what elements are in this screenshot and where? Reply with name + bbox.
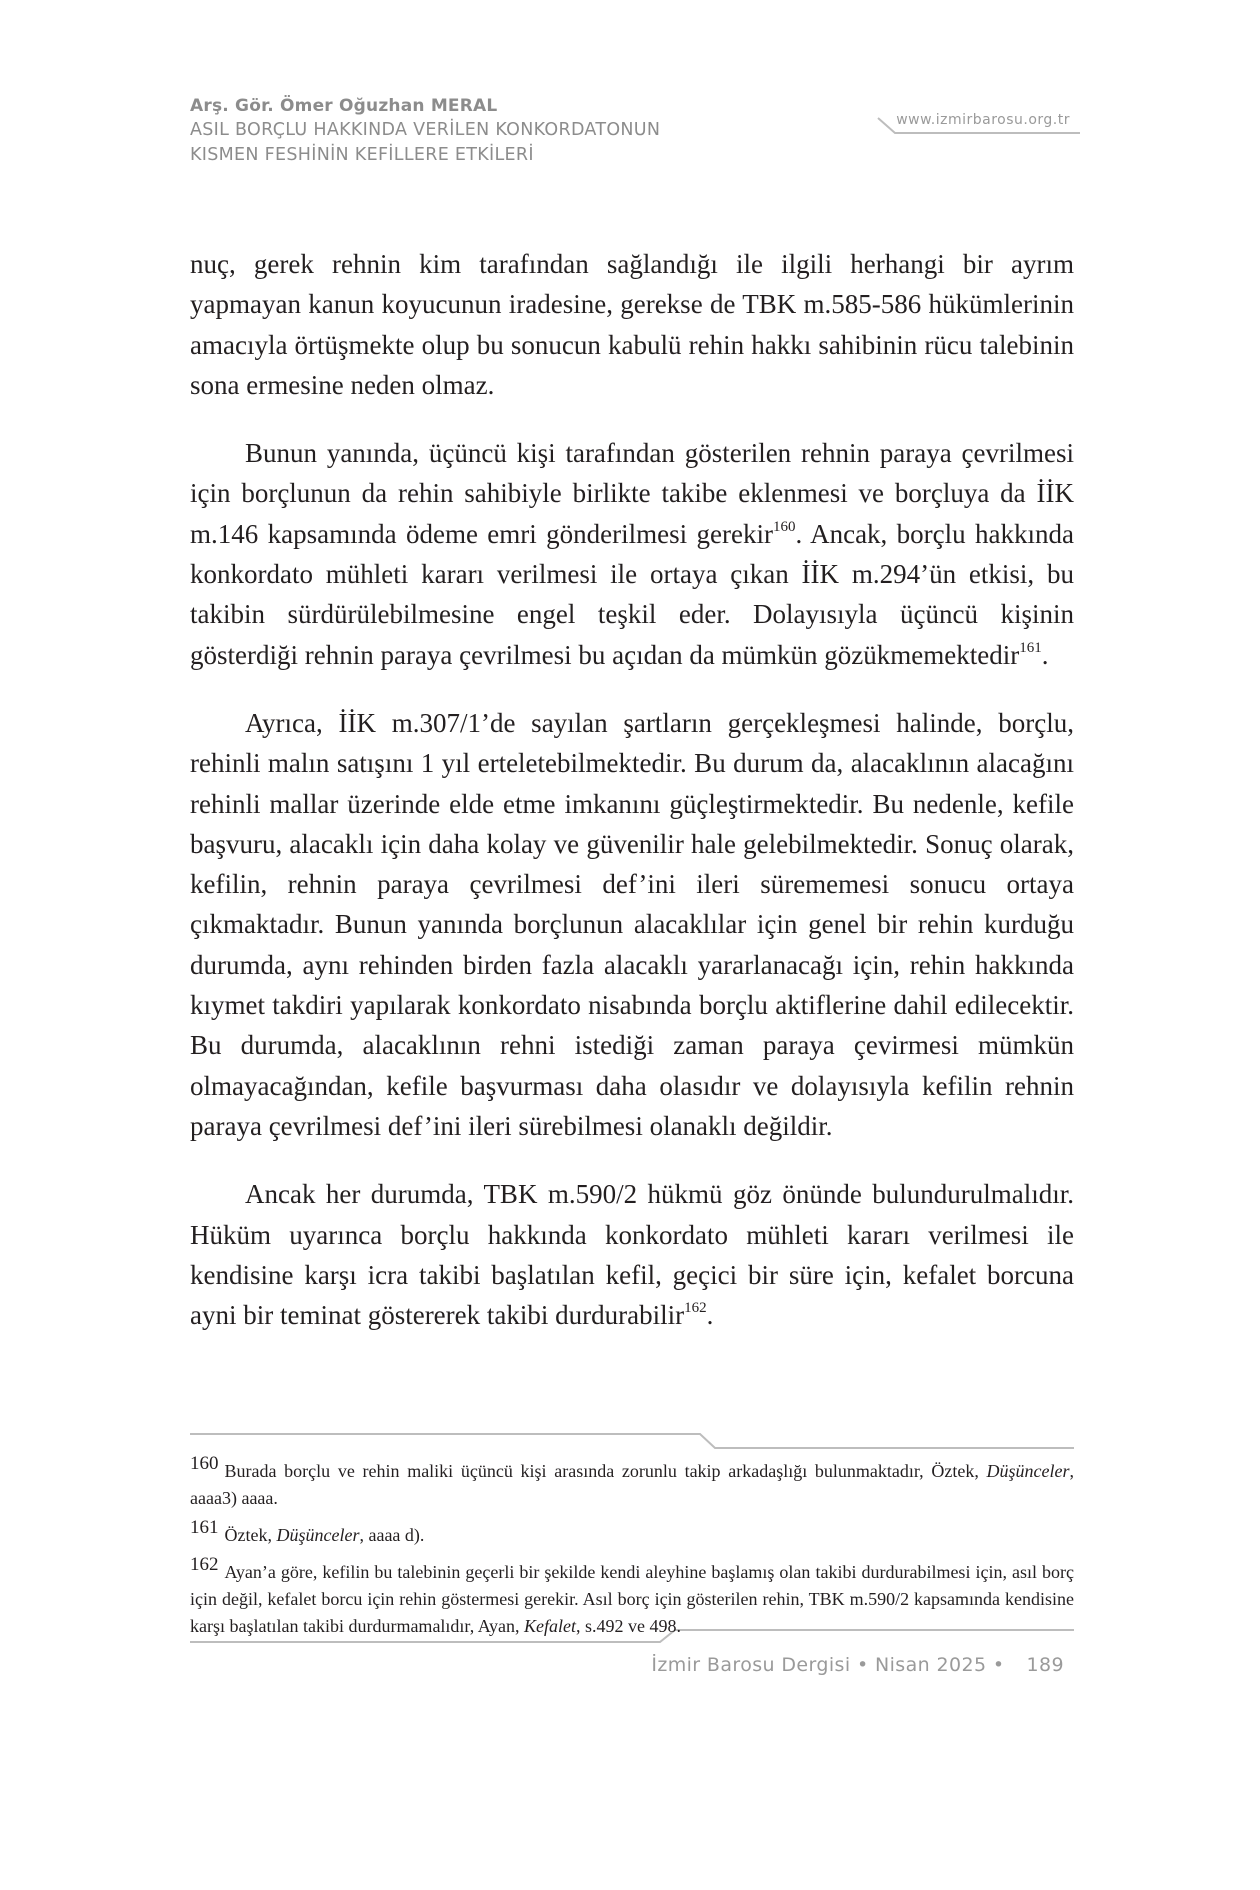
footnote-text: Öztek, (224, 1525, 277, 1545)
paragraph-2-part-b: . Ancak, borçlu hakkında konkordato mühleti kararı verilmesi ile ortaya çıkan İİK m.294’ün etkisi, bu takibin sürdürülebilmesine engel teşkil eder. Dolayısıyla üçüncü kişinin gösterdiği rehnin paraya çevrilmesi bu açıdan da mümkün gözükmemektedir (190, 518, 1074, 670)
footnote-text: Ayan’a göre, kefilin bu talebinin geçerli bir şekilde kendi aleyhine başlamış olan takibi durdurabilmesi için, asıl borç için değil, kefalet borcu için rehin göstermesi gerekir. Asıl borç için gösterilen rehin, TBK m.590/2 kapsamında kendisine karşı başlatılan takibi durdurmamalıdır, Ayan, (190, 1562, 1074, 1636)
footnote-number: 162 (190, 1554, 219, 1575)
footnote-text: Burada borçlu ve rehin maliki üçüncü kişi arasında zorunlu takip arkadaşlığı bulunmaktadır, Öztek, (224, 1461, 987, 1481)
author-name: Arş. Gör. Ömer Oğuzhan MERAL (190, 96, 498, 116)
footnote-italic: Kefalet (524, 1616, 577, 1636)
paragraph-3: Ayrıca, İİK m.307/1’de sayılan şartların gerçekleşmesi halinde, borçlu, rehinli malın satışını 1 yıl erteletebilmektedir. Bu durum da, alacaklının alacağını rehinli mallar üzerinde elde etme imkanını güçleştirmektedir. Bu nedenle, kefile başvuru, alacaklı için daha kolay ve güvenilir hale gelebilmektedir. Sonuç olarak, kefilin, rehnin paraya çevrilmesi def’ini ileri sürememesi sonucu ortaya çıkmaktadır. Bunun yanında borçlunun alacaklılar için genel bir rehin kurduğu durumda, aynı rehinden birden fazla alacaklı yararlanacağı için, rehin hakkında kıymet takdiri yapılarak konkordato nisabında borçlu aktiflerine dahil edilecektir. Bu durumda, alacaklının rehni istediği zaman paraya çevirmesi mümkün olmayacağından, kefile başvurması daha olasıdır ve dolayısıyla kefilin rehnin paraya çevrilmesi def’ini ileri sürebilmesi olanaklı değildir. (190, 707, 1074, 1141)
paragraph-4 (190, 1174, 1074, 1335)
footnote-text: , aaaa d). (359, 1525, 425, 1545)
running-header (190, 96, 1080, 186)
main-text (190, 244, 1074, 1363)
footnote-160 (190, 1453, 1074, 1512)
footnote-text: , s.492 ve 498. (576, 1616, 682, 1636)
footnote-ref-162[interactable]: 162 (684, 1300, 707, 1317)
footnote-162 (190, 1554, 1074, 1640)
footnote-text: , aaaa3) aaaa. (190, 1461, 1074, 1508)
footnotes (190, 1453, 1074, 1650)
footnote-number: 160 (190, 1453, 219, 1474)
paragraph-1: nuç, gerek rehnin kim tarafından sağlandığı ile ilgili herhangi bir ayrım yapmayan kanun koyucunun iradesine, gerekse de TBK m.585-586 hükümlerinin amacıyla örtüşmekte olup bu sonucun kabulü rehin hakkı sahibinin rücu talebinin sona ermesine neden olmaz. (190, 249, 1074, 400)
footnote-italic: Düşünceler (986, 1461, 1070, 1481)
running-footer (651, 1654, 1064, 1676)
footnote-161 (190, 1517, 1074, 1549)
paragraph-2-part-a: Bunun yanında, üçüncü kişi tarafından gösterilen rehnin paraya çevrilmesi için borçlunun da rehin sahibiyle birlikte takibe eklenmesi ve borçluya da İİK m.146 kapsamında ödeme emri gönderilmesi gerekir (190, 438, 1074, 549)
footnote-ref-160[interactable]: 160 (772, 518, 796, 535)
paragraph-2 (190, 433, 1074, 675)
footnote-italic: Düşünceler (276, 1525, 360, 1545)
journal-info: İzmir Barosu Dergisi • Nisan 2025 • (651, 1654, 1005, 1676)
page-number: 189 (1026, 1654, 1064, 1676)
paragraph-2-end: . (1041, 639, 1049, 670)
website-url: www.izmirbarosu.org.tr (896, 112, 1070, 128)
paragraph-4-end: . (706, 1300, 714, 1331)
article-title-line-2: KISMEN FESHİNİN KEFİLLERE ETKİLERİ (190, 145, 534, 165)
footnote-separator (190, 1434, 1074, 1448)
footnote-number: 161 (190, 1517, 219, 1538)
article-title-line-1: ASIL BORÇLU HAKKINDA VERİLEN KONKORDATONUN (190, 120, 661, 140)
paragraph-4-text: Ancak her durumda, TBK m.590/2 hükmü göz önünde bulundurulmalıdır. Hüküm uyarınca borçlu hakkında konkordato mühleti kararı verilmesi ile kendisine karşı icra takibi başlatılan kefil, geçici bir süre için, kefalet borcuna ayni bir teminat göstererek takibi durdurabilir (190, 1179, 1074, 1331)
footnote-ref-161[interactable]: 161 (1019, 639, 1042, 656)
